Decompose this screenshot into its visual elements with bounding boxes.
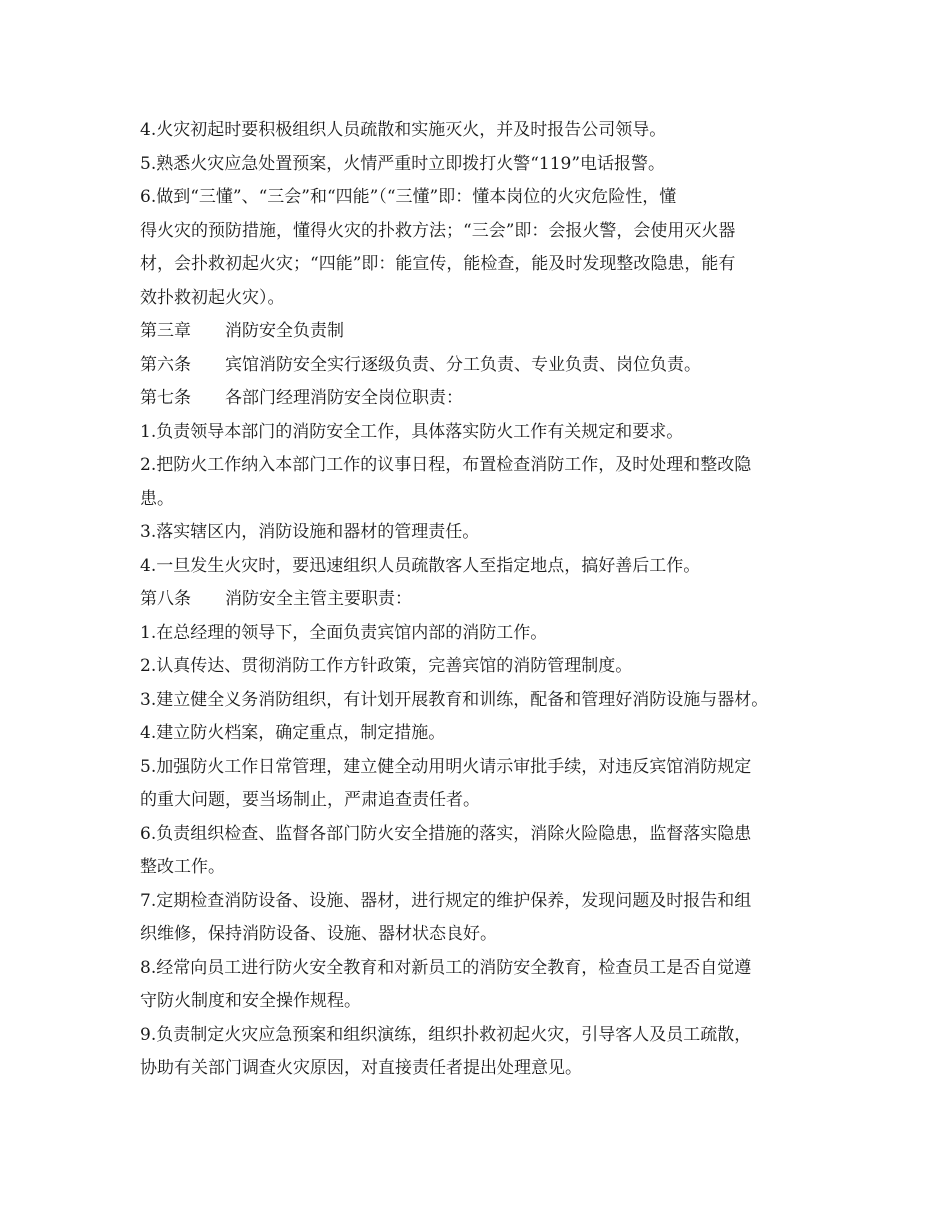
text-line: 2.把防火工作纳入本部门工作的议事日程，布置检查消防工作，及时处理和整改隐 <box>140 455 752 475</box>
text-line: 3.落实辖区内，消防设施和器材的管理责任。 <box>140 522 480 542</box>
article-heading: 第六条 宾馆消防安全实行逐级负责、分工负责、专业负责、岗位负责。 <box>140 354 701 375</box>
chapter-heading: 第三章 消防安全负责制 <box>140 321 344 341</box>
article-heading: 第七条 各部门经理消防安全岗位职责： <box>140 388 463 408</box>
text-line: 4.建立防火档案，确定重点，制定措施。 <box>140 723 446 743</box>
text-line: 织维修，保持消防设备、设施、器材状态良好。 <box>140 924 497 944</box>
text-line: 材，会扑救初起火灾；“四能”即：能宣传，能检查，能及时发现整改隐患，能有 <box>140 254 736 274</box>
article-heading: 第八条 消防安全主管主要职责： <box>140 589 412 609</box>
document-body <box>140 114 830 1086</box>
text-line: 守防火制度和安全操作规程。 <box>140 991 361 1011</box>
text-line: 9.负责制定火灾应急预案和组织演练，组织扑救初起火灾，引导客人及员工疏散， <box>140 1024 752 1045</box>
text-line: 8.经常向员工进行防火安全教育和对新员工的消防安全教育，检查员工是否自觉遵 <box>140 957 752 978</box>
text-line: 整改工作。 <box>140 857 225 877</box>
text-line: 4.火灾初起时要积极组织人员疏散和实施灭火，并及时报告公司领导。 <box>140 120 667 140</box>
text-line: 效扑救初起火灾）。 <box>140 287 285 308</box>
text-line: 3.建立健全义务消防组织，有计划开展教育和训练，配备和管理好消防设施与器材。 <box>140 689 769 710</box>
text-line: 2.认真传达、贯彻消防工作方针政策，完善宾馆的消防管理制度。 <box>140 656 633 676</box>
text-line: 6.做到“三懂”、“三会”和“四能”（“三懂”即：懂本岗位的火灾危险性，懂 <box>140 187 677 207</box>
text-line: 5.熟悉火灾应急处置预案，火情严重时立即拨打火警“119”电话报警。 <box>140 153 666 174</box>
text-line: 7.定期检查消防设备、设施、器材，进行规定的维护保养，发现问题及时报告和组 <box>140 890 752 911</box>
text-line: 患。 <box>140 488 174 509</box>
text-line: 得火灾的预防措施，懂得火灾的扑救方法；“三会”即：会报火警，会使用灭火器 <box>140 220 736 241</box>
text-line: 4.一旦发生火灾时，要迅速组织人员疏散客人至指定地点，搞好善后工作。 <box>140 555 701 576</box>
text-line: 1.负责领导本部门的消防安全工作，具体落实防火工作有关规定和要求。 <box>140 421 684 442</box>
text-line: 5.加强防火工作日常管理，建立健全动用明火请示审批手续，对违反宾馆消防规定 <box>140 756 752 777</box>
text-line: 协助有关部门调查火灾原因，对直接责任者提出处理意见。 <box>140 1058 582 1078</box>
text-line: 6.负责组织检查、监督各部门防火安全措施的落实，消除火险隐患，监督落实隐患 <box>140 823 752 844</box>
text-line: 1.在总经理的领导下，全面负责宾馆内部的消防工作。 <box>140 622 548 643</box>
text-line: 的重大问题，要当场制止，严肃追查责任者。 <box>140 790 480 810</box>
